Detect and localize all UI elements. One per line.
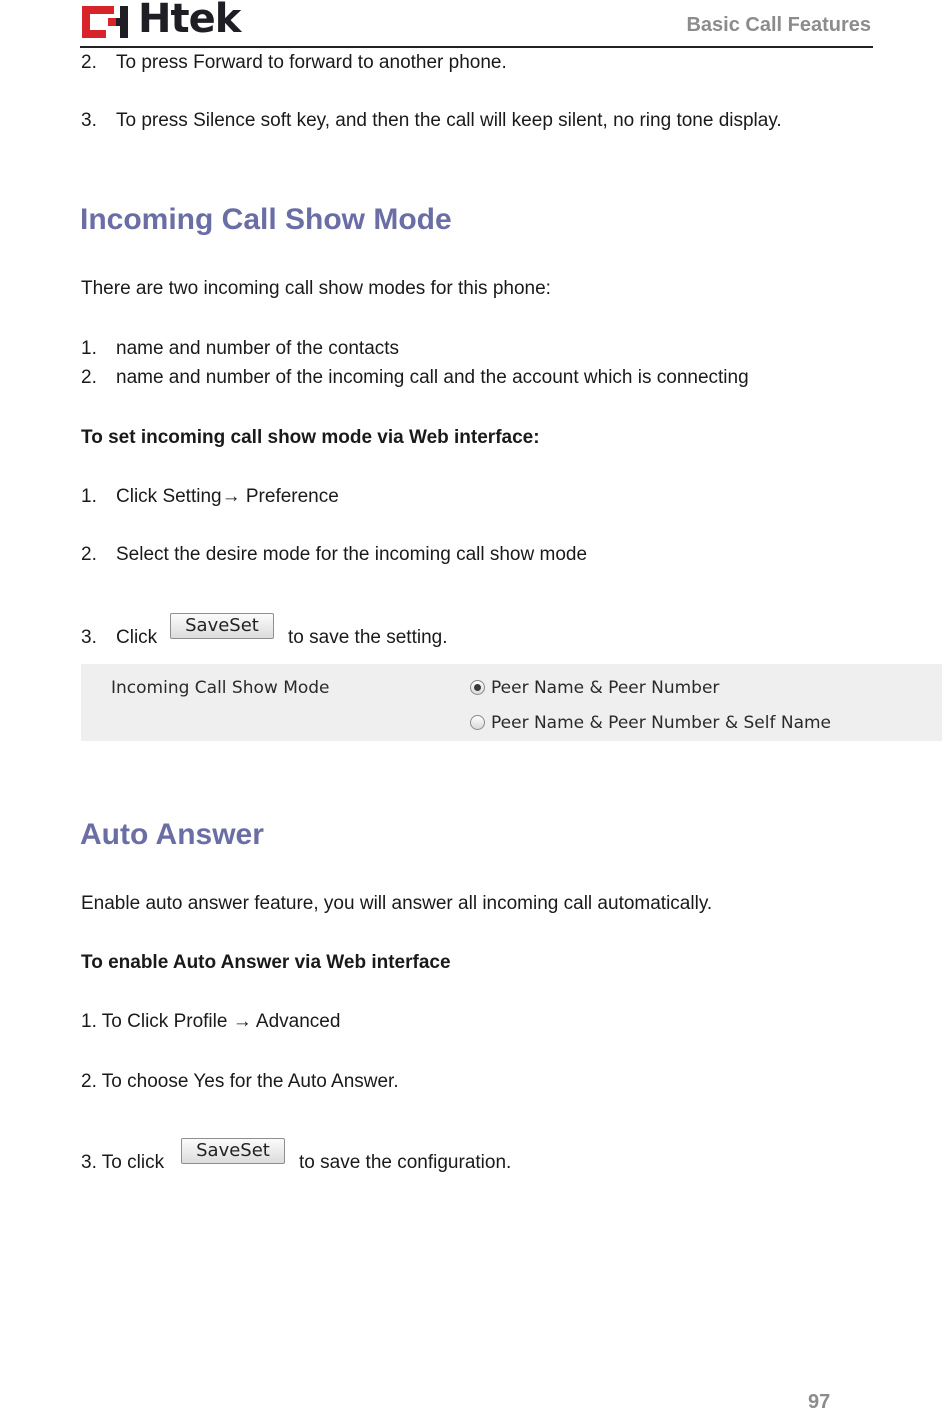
incoming-subheading: To set incoming call show mode via Web interface:	[81, 427, 540, 448]
option-label: Peer Name & Peer Number & Self Name	[491, 713, 831, 733]
incoming-call-heading: Incoming Call Show Mode	[80, 203, 452, 236]
list-text: To press Silence soft key, and then the call will keep silent, no ring tone display.	[116, 110, 782, 131]
list-number: 3.	[81, 627, 97, 648]
list-item: 2. To choose Yes for the Auto Answer.	[81, 1071, 399, 1092]
list-number: 2.	[81, 52, 97, 73]
list-number: 2.	[81, 544, 97, 565]
incoming-intro: There are two incoming call show modes for this phone:	[81, 278, 551, 299]
header-divider	[80, 46, 873, 48]
incoming-mode-panel	[81, 664, 942, 741]
logo-mark-icon	[80, 4, 130, 40]
list-item	[81, 109, 782, 133]
list-item	[81, 51, 507, 75]
list-text: To press Forward to forward to another phone.	[116, 52, 507, 73]
list-number: 1.	[81, 338, 97, 359]
htek-logo	[80, 2, 252, 42]
saveset-button[interactable]: SaveSet	[181, 1138, 285, 1164]
radio-unselected-icon[interactable]	[470, 715, 485, 730]
panel-label: Incoming Call Show Mode	[111, 678, 330, 698]
section-title: Basic Call Features	[686, 14, 871, 36]
logo-text: Htek	[138, 0, 241, 42]
saveset-button[interactable]: SaveSet	[170, 613, 274, 639]
list-text: Click Setting→ Preference	[116, 486, 339, 507]
list-text: name and number of the incoming call and the account which is connecting	[116, 367, 749, 388]
list-text: Select the desire mode for the incoming call show mode	[116, 544, 588, 565]
step-text: to save the setting.	[288, 627, 448, 648]
auto-answer-intro: Enable auto answer feature, you will answer all incoming call automatically.	[81, 893, 713, 914]
list-number: 3.	[81, 110, 97, 131]
radio-selected-icon[interactable]	[470, 680, 485, 695]
list-item	[81, 337, 399, 361]
option-label: Peer Name & Peer Number	[491, 678, 720, 698]
step-text: 3. To click	[81, 1152, 165, 1173]
list-item	[81, 485, 339, 509]
page-number: 97	[808, 1391, 831, 1413]
auto-answer-heading: Auto Answer	[80, 818, 264, 851]
list-item: 1. To Click Profile → Advanced	[81, 1011, 341, 1032]
list-number: 1.	[81, 486, 97, 507]
list-item	[81, 543, 587, 567]
list-number: 2.	[81, 367, 97, 388]
list-text: Click	[116, 627, 158, 648]
list-item	[81, 626, 157, 650]
step-text: to save the configuration.	[299, 1152, 512, 1173]
list-text: name and number of the contacts	[116, 338, 400, 359]
list-item	[81, 366, 749, 390]
radio-option-peer-name-number-self[interactable]	[470, 713, 831, 733]
auto-answer-subheading: To enable Auto Answer via Web interface	[81, 952, 451, 973]
radio-option-peer-name-number[interactable]	[470, 678, 719, 698]
